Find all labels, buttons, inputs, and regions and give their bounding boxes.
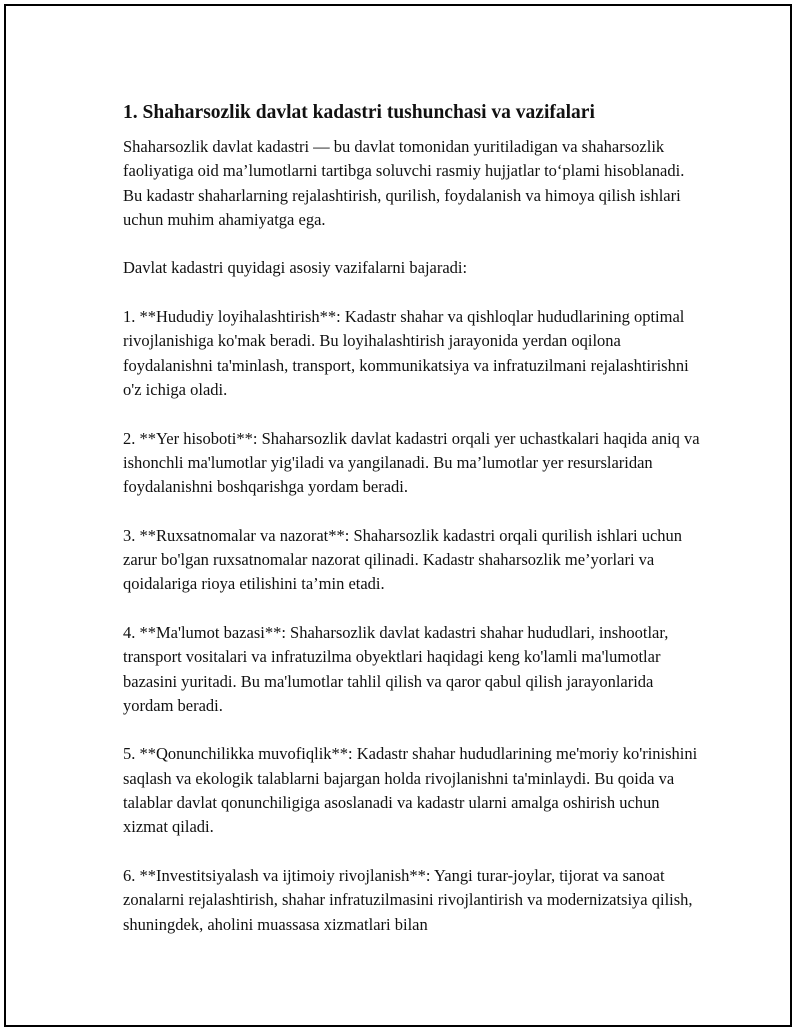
task-item-5: 5. **Qonunchilikka muvofiqlik**: Kadastr shahar hududlarining me'moriy ko'rinishini saqlash va ekologik talablarni bajargan holda rivojlanishni ta'minlaydi. Bu qoida va talablar davlat qonunchiligiga asoslanadi va kadastr ularni amalga oshirish uchun xizmat qiladi.: [123, 744, 698, 837]
task-item-4: 4. **Ma'lumot bazasi**: Shaharsozlik davlat kadastri shahar hududlari, inshootlar, transport vositalari va infratuzilma obyektlari haqidagi keng ko'lamli ma'lumotlar bazasini yuritadi. Bu ma'lumotlar tahlil qilish va qaror qabul qilish jarayonlarida yordam beradi.: [123, 622, 669, 715]
task-item-1: 1. **Hududiy loyihalashtirish**: Kadastr shahar va qishloqlar hududlarining optimal rivojlanishiga ko'mak beradi. Bu loyihalashtirish jarayonida yerdan oqilona foydalanishni ta'minlash, transport, kommunikatsiya va infratuzilmani rejalashtirishni o'z ichiga oladi.: [123, 307, 689, 399]
page-frame: [4, 4, 792, 1027]
section-heading: 1. Shaharsozlik davlat kadastri tushunchasi va vazifalari: [123, 102, 595, 123]
task-item-3: 3. **Ruxsatnomalar va nazorat**: Shaharsozlik kadastri orqali qurilish ishlari uchun zarur bo'lgan ruxsatnomalar nazorat qilinadi. Kadastr shaharsozlik me’yorlari va qoidalariga rioya etilishini ta’min etadi.: [123, 525, 683, 594]
document-body: [123, 100, 703, 961]
task-item-6: 6. **Investitsiyalash va ijtimoiy rivojlanish**: Yangi turar-joylar, tijorat va sanoat zonalarni rejalashtirish, shahar infratuzilmasini rivojlantirish va modernizatsiya qilish, shuningdek, aholini muassasa xizmatlari bilan: [123, 865, 693, 934]
intro-paragraph: Shaharsozlik davlat kadastri — bu davlat tomonidan yuritiladigan va shaharsozlik faoliyatiga oid ma’lumotlarni tartibga soluvchi rasmiy hujjatlar to‘plami hisoblanadi. Bu kadastr shaharlarning rejalashtirish, qurilish, foydalanish va himoya qilish ishlari uchun muhim ahamiyatga ega.: [123, 137, 685, 229]
task-item-2: 2. **Yer hisoboti**: Shaharsozlik davlat kadastri orqali yer uchastkalari haqida aniq va ishonchli ma'lumotlar yig'iladi va yangilanadi. Bu ma’lumotlar yer resurslaridan foydalanishni boshqarishga yordam beradi.: [123, 428, 700, 497]
tasks-lead-paragraph: Davlat kadastri quyidagi asosiy vazifalarni bajaradi:: [123, 258, 468, 278]
